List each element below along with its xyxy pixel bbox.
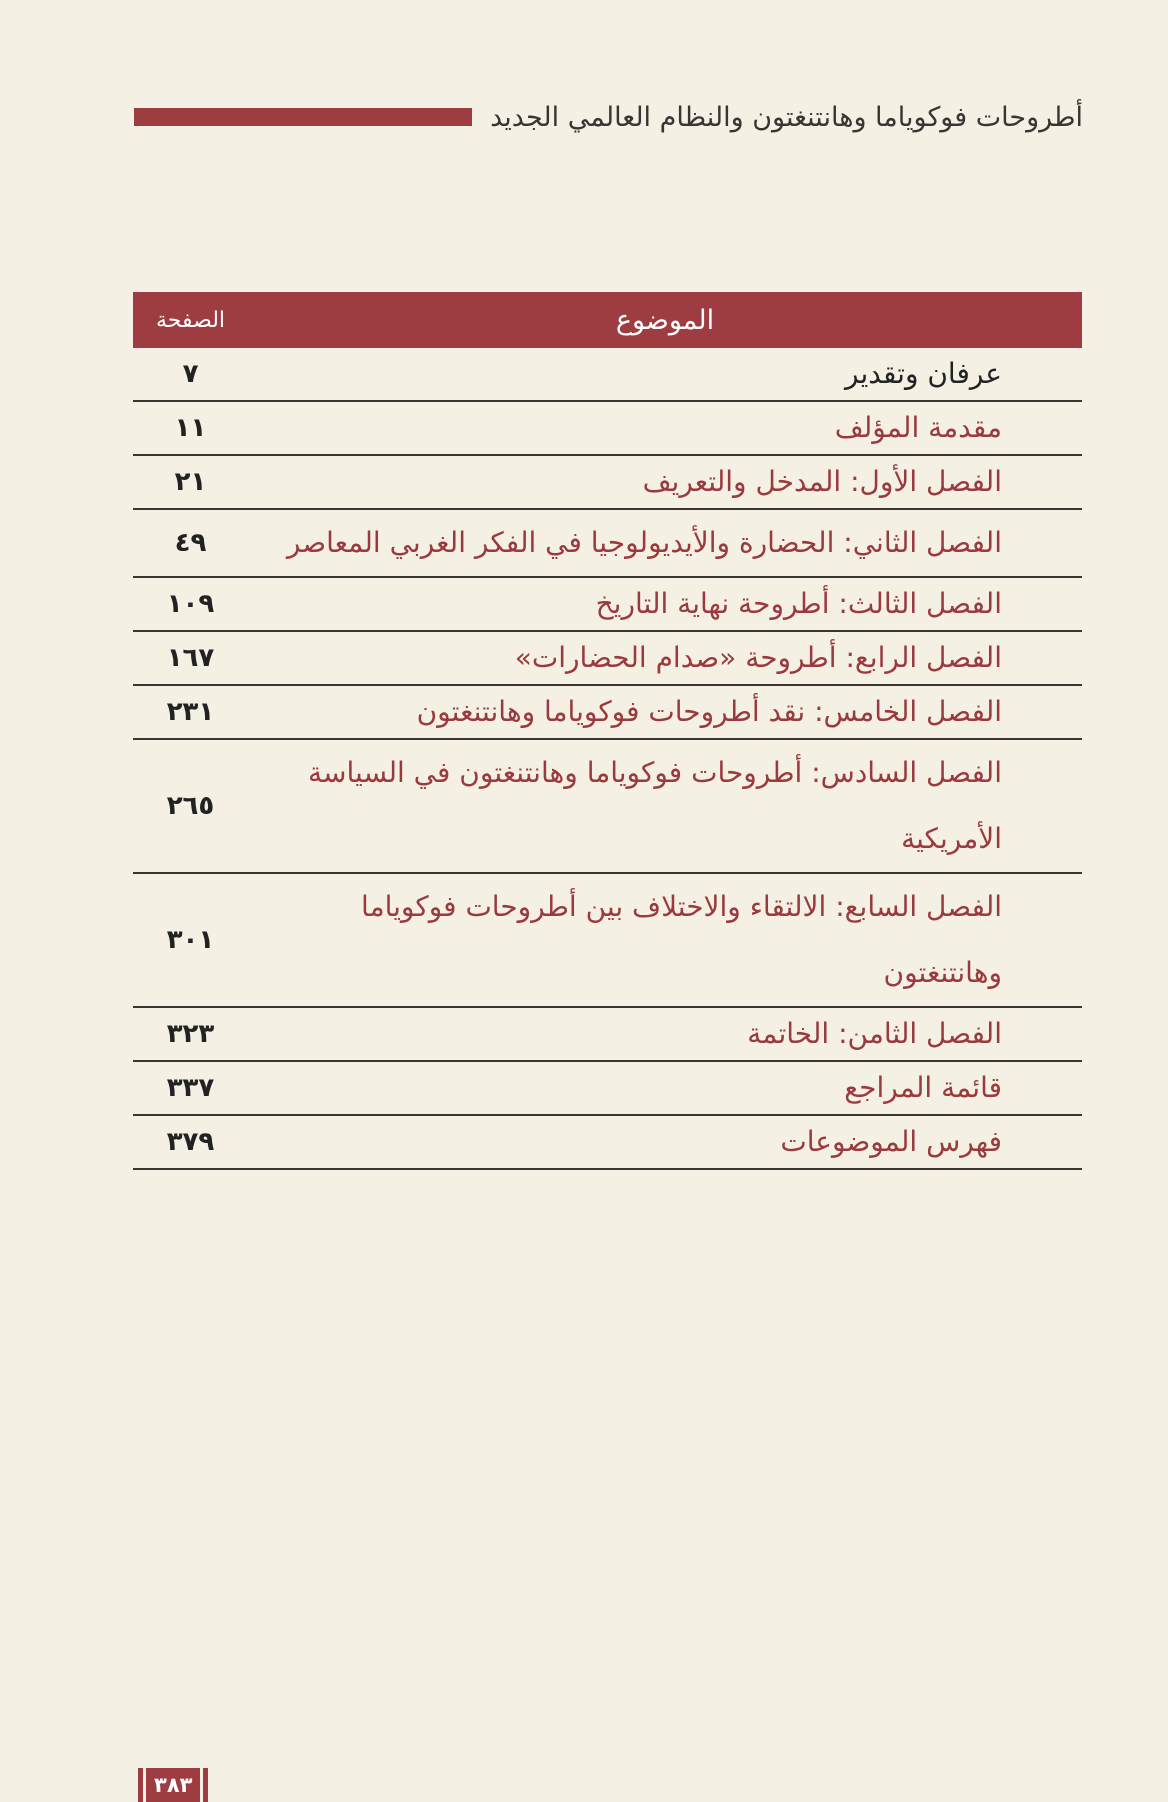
toc-page: ٣٣٧ xyxy=(133,1061,248,1115)
toc-table xyxy=(133,292,1082,1170)
header-rule xyxy=(134,108,472,126)
toc-row xyxy=(133,401,1082,455)
toc-row xyxy=(133,577,1082,631)
col-header-page: الصفحة xyxy=(133,292,248,348)
toc-page: ١٠٩ xyxy=(133,577,248,631)
toc-page: ٢١ xyxy=(133,455,248,509)
toc-row xyxy=(133,1115,1082,1169)
toc-page: ١٦٧ xyxy=(133,631,248,685)
toc-topic: مقدمة المؤلف xyxy=(248,401,1082,455)
running-title: أطروحات فوكوياما وهانتنغتون والنظام العالمي الجديد xyxy=(490,101,1083,133)
toc-row xyxy=(133,1061,1082,1115)
toc-topic: الفصل الثالث: أطروحة نهاية التاريخ xyxy=(248,577,1082,631)
toc-page: ٤٩ xyxy=(133,509,248,577)
toc-page: ٣٧٩ xyxy=(133,1115,248,1169)
toc-topic: الفصل الثامن: الخاتمة xyxy=(248,1007,1082,1061)
toc-row xyxy=(133,455,1082,509)
toc-topic: قائمة المراجع xyxy=(248,1061,1082,1115)
toc-header-row xyxy=(133,292,1082,348)
col-header-topic: الموضوع xyxy=(248,292,1082,348)
toc-row xyxy=(133,685,1082,739)
toc-page: ١١ xyxy=(133,401,248,455)
toc-topic: الفصل الرابع: أطروحة «صدام الحضارات» xyxy=(248,631,1082,685)
toc-topic: الفصل الخامس: نقد أطروحات فوكوياما وهانتنغتون xyxy=(248,685,1082,739)
page-number: ٣٨٣ xyxy=(146,1768,200,1802)
toc-topic: الفصل الأول: المدخل والتعريف xyxy=(248,455,1082,509)
toc-row xyxy=(133,348,1082,401)
running-header xyxy=(134,96,1083,138)
toc-page: ٢٣١ xyxy=(133,685,248,739)
toc-topic: الفصل السادس: أطروحات فوكوياما وهانتنغتون في السياسة الأمريكية xyxy=(248,739,1082,873)
toc-row xyxy=(133,1007,1082,1061)
toc-topic: فهرس الموضوعات xyxy=(248,1115,1082,1169)
toc-topic: الفصل الثاني: الحضارة والأيديولوجيا في الفكر الغربي المعاصر xyxy=(248,509,1082,577)
toc-page: ٧ xyxy=(133,348,248,401)
toc-row xyxy=(133,739,1082,873)
toc-page: ٣٠١ xyxy=(133,873,248,1007)
toc-row xyxy=(133,873,1082,1007)
toc-row xyxy=(133,509,1082,577)
toc-topic: عرفان وتقدير xyxy=(248,348,1082,401)
toc-page: ٢٦٥ xyxy=(133,739,248,873)
toc-row xyxy=(133,631,1082,685)
toc-topic: الفصل السابع: الالتقاء والاختلاف بين أطروحات فوكوياما وهانتنغتون xyxy=(248,873,1082,1007)
toc-page: ٣٢٣ xyxy=(133,1007,248,1061)
